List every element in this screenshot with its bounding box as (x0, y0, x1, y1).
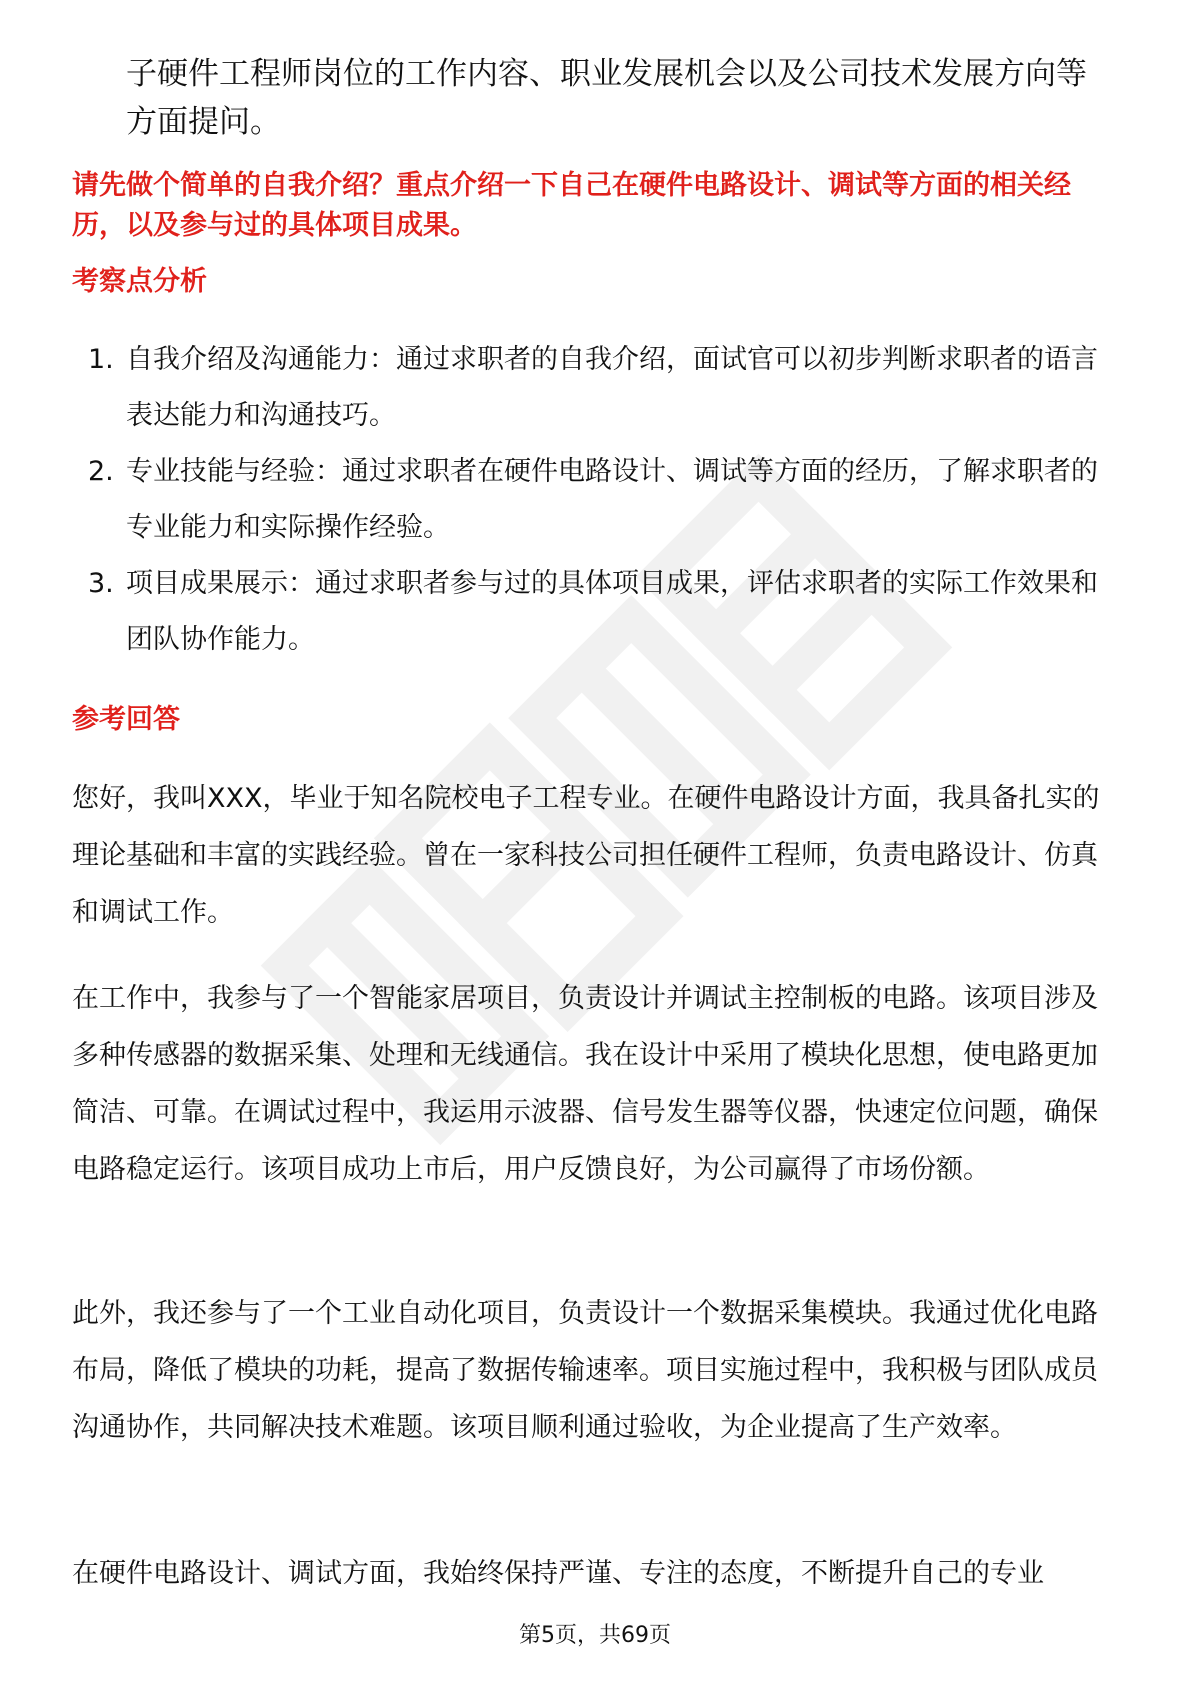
list-item-text: 自我介绍及沟通能力：通过求职者的自我介绍，面试官可以初步判断求职者的语言表达能力和沟通技巧。 (126, 344, 1098, 431)
list-item-number: 1. (88, 344, 114, 375)
list-item-text: 项目成果展示：通过求职者参与过的具体项目成果，评估求职者的实际工作效果和团队协作能力。 (126, 568, 1098, 655)
answer-paragraph: 您好，我叫XXX，毕业于知名院校电子工程专业。在硬件电路设计方面，我具备扎实的理论基础和丰富的实践经验。曾在一家科技公司担任硬件工程师，负责电路设计、仿真和调试工作。 (72, 783, 1100, 928)
analysis-heading: 考察点分析 (72, 266, 207, 297)
list-item-text: 专业技能与经验：通过求职者在硬件电路设计、调试等方面的经历，了解求职者的专业能力和实际操作经验。 (126, 456, 1098, 543)
list-item-number: 3. (88, 568, 114, 599)
list-item (72, 444, 1122, 556)
list-item (72, 556, 1122, 668)
list-item-number: 2. (88, 456, 114, 487)
answer-paragraph: 此外，我还参与了一个工业自动化项目，负责设计一个数据采集模块。我通过优化电路布局，降低了模块的功耗，提高了数据传输速率。项目实施过程中，我积极与团队成员沟通协作，共同解决技术难题。该项目顺利通过验收，为企业提高了生产效率。 (72, 1298, 1098, 1443)
interview-question: 请先做个简单的自我介绍？重点介绍一下自己在硬件电路设计、调试等方面的相关经历，以及参与过的具体项目成果。 (72, 170, 1071, 241)
analysis-list (72, 332, 1122, 668)
answer-heading: 参考回答 (72, 704, 180, 735)
page-number-footer: 第5页，共69页 (519, 1623, 671, 1648)
answer-paragraph: 在硬件电路设计、调试方面，我始终保持严谨、专注的态度，不断提升自己的专业 (72, 1558, 1044, 1589)
intro-text: 子硬件工程师岗位的工作内容、职业发展机会以及公司技术发展方向等方面提问。 (126, 56, 1087, 140)
list-item (72, 332, 1122, 444)
answer-paragraph: 在工作中，我参与了一个智能家居项目，负责设计并调试主控制板的电路。该项目涉及多种传感器的数据采集、处理和无线通信。我在设计中采用了模块化思想，使电路更加简洁、可靠。在调试过程中，我运用示波器、信号发生器等仪器，快速定位问题，确保电路稳定运行。该项目成功上市后，用户反馈良好，为公司赢得了市场份额。 (72, 983, 1098, 1185)
